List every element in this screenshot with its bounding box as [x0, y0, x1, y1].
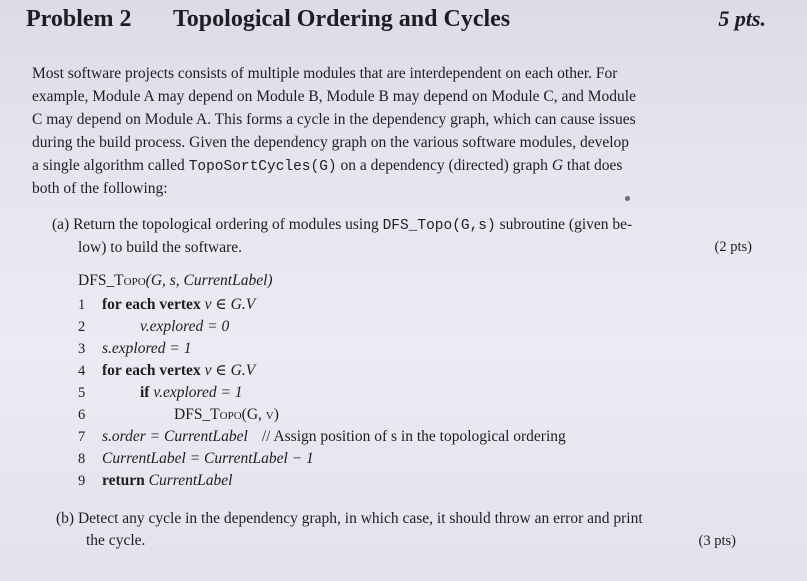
problem-number: Problem 2	[26, 6, 132, 32]
intro-text: a single algorithm called	[32, 157, 189, 174]
algorithm-line	[78, 470, 566, 492]
intro-text: on a dependency (directed) graph	[336, 157, 552, 174]
intro-line: C may depend on Module A. This forms a cycle in the dependency graph, which can cause issues	[32, 111, 636, 128]
part-b-line	[56, 530, 746, 552]
ink-dot	[625, 196, 630, 201]
statement: v ∈ G.V	[200, 296, 256, 313]
problem-header	[26, 6, 766, 40]
subroutine-code: DFS_Topo(G,s)	[382, 218, 496, 234]
part-b-text: the cycle.	[86, 532, 146, 549]
statement: v ∈ G.V	[200, 362, 256, 379]
part-b-text: Detect any cycle in the dependency graph, in which case, it should throw an error and print	[77, 510, 643, 527]
algorithm-block	[78, 268, 566, 492]
statement: v.explored = 0	[140, 318, 230, 335]
intro-text: that does	[563, 157, 623, 174]
algorithm-line	[78, 294, 566, 316]
part-a-text: low) to build the software.	[78, 239, 243, 256]
keyword: return	[102, 472, 145, 489]
graph-variable: G	[551, 157, 564, 174]
statement: s.explored = 1	[102, 340, 192, 357]
line-number: 9	[78, 473, 86, 489]
part-a-line	[52, 213, 752, 236]
algorithm-title	[78, 268, 566, 294]
line-number: 1	[78, 297, 86, 313]
part-b	[56, 508, 746, 552]
part-b-line	[56, 508, 746, 530]
keyword: for each vertex	[102, 362, 201, 379]
algorithm-line	[78, 316, 566, 338]
statement: s.order = CurrentLabel	[102, 428, 248, 445]
algorithm-comment: // Assign position of s in the topological ordering	[261, 428, 566, 445]
statement: v.explored = 1	[149, 384, 243, 401]
line-number: 4	[78, 363, 86, 379]
part-b-points: (3 pts)	[698, 533, 736, 549]
keyword: if	[140, 384, 150, 401]
statement: CurrentLabel = CurrentLabel − 1	[102, 450, 314, 467]
algorithm-line	[78, 360, 566, 382]
part-a-points: (2 pts)	[714, 239, 752, 255]
part-a-text: Return the topological ordering of modules using	[73, 216, 383, 233]
keyword: for each vertex	[102, 296, 201, 313]
algorithm-line	[78, 448, 566, 470]
part-b-label: (b)	[56, 510, 75, 527]
intro-paragraph	[32, 62, 752, 200]
intro-line: both of the following:	[32, 180, 168, 197]
intro-line: during the build process. Given the dependency graph on the various software modules, develop	[32, 134, 630, 151]
intro-line	[32, 154, 752, 177]
line-number: 6	[78, 407, 86, 423]
intro-line: Most software projects consists of multiple modules that are interdependent on each other. For	[32, 65, 618, 82]
part-a-label: (a)	[52, 216, 70, 233]
algorithm-name: DFS_Topo	[78, 272, 146, 289]
part-a-text: subroutine (given be-	[495, 216, 633, 233]
part-a-line	[52, 236, 752, 259]
function-name-code: TopoSortCycles(G)	[188, 159, 337, 175]
intro-line: example, Module A may depend on Module B, Module B may depend on Module C, and Module	[32, 88, 636, 105]
algorithm-params: (G, s, CurrentLabel)	[145, 272, 273, 289]
statement: DFS_Topo(G, v)	[174, 406, 279, 423]
problem-title: Topological Ordering and Cycles	[173, 6, 511, 32]
algorithm-line	[78, 404, 566, 426]
line-number: 5	[78, 385, 86, 401]
part-a	[52, 213, 752, 259]
algorithm-line	[78, 426, 566, 448]
statement: CurrentLabel	[144, 472, 233, 489]
algorithm-line	[78, 382, 566, 404]
problem-points: 5 pts.	[718, 6, 766, 31]
algorithm-line	[78, 338, 566, 360]
line-number: 7	[78, 429, 86, 445]
line-number: 3	[78, 341, 86, 357]
line-number: 2	[78, 319, 86, 335]
line-number: 8	[78, 451, 86, 467]
